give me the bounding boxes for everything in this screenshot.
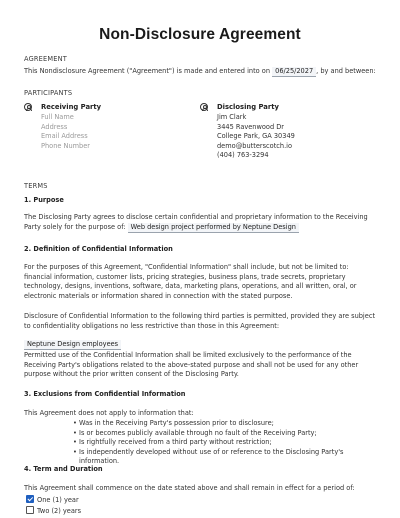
list-item: • Is rightfully received from a third party without restriction; <box>24 438 376 448</box>
participants-heading: PARTICIPANTS <box>24 89 73 97</box>
third-party-field[interactable]: Neptune Design employees <box>24 340 121 350</box>
exclusions-intro: This Agreement does not apply to information that: <box>24 409 194 417</box>
term-option-1[interactable] <box>26 495 79 506</box>
disclosing-city[interactable]: College Park, GA 30349 <box>217 132 295 141</box>
section-4-title: 4. Term and Duration <box>24 465 103 473</box>
person-icon <box>24 103 32 111</box>
list-item: • Was in the Receiving Party's possession prior to disclosure; <box>24 419 376 429</box>
section-1-text <box>24 213 376 233</box>
receiving-full-name-field[interactable]: Full Name <box>41 113 74 121</box>
term-option-2-label: Two (2) years <box>37 507 82 515</box>
disclosing-party-title: Disclosing Party <box>217 103 279 111</box>
disclosing-street[interactable]: 3445 Ravenwood Dr <box>217 122 285 131</box>
term-intro: This Agreement shall commence on the date stated above and shall remain in effect for a period of: <box>24 484 355 492</box>
exclusions-list <box>24 419 376 467</box>
section-2-title: 2. Definition of Confidential Information <box>24 245 173 253</box>
checkbox-icon[interactable] <box>26 506 34 514</box>
term-option-1-label: One (1) year <box>37 496 79 504</box>
term-option-2[interactable] <box>26 506 81 517</box>
agreement-heading: AGREEMENT <box>24 55 68 63</box>
purpose-text: The Disclosing Party agrees to disclose certain confidential and proprietary information to the Receiving Party solely for the purpose of: <box>24 213 368 231</box>
agreement-intro <box>24 67 384 77</box>
receiving-party-title: Receiving Party <box>41 103 102 111</box>
third-party-paragraph: Disclosure of Confidential Information to the following third parties is permitted, provided they are subject to confidentiality obligations no less restrictive than those in this Agreement: <box>24 312 376 330</box>
agreement-intro-text: This Nondisclosure Agreement ("Agreement") is made and entered into on <box>24 67 271 75</box>
receiving-email-field[interactable]: Email Address <box>41 132 88 141</box>
permitted-use-paragraph: Permitted use of the Confidential Information shall be limited exclusively to the performance of the Receiving Party's obligations related to the above-stated purpose and shall not be used for any other purpose without the prior written consent of the Disclosing Party. <box>24 351 359 379</box>
definition-paragraph: For the purposes of this Agreement, "Confidential Information" shall include, but not be limited to: financial information, customer lists, pricing strategies, business plans, trade secrets, proprietary technology, designs, inventions, software, data, marketing plans, operations, and all written, oral, or electronic materials or information shared in connection with the stated purpose. <box>24 263 357 300</box>
section-3-title: 3. Exclusions from Confidential Information <box>24 390 186 398</box>
terms-heading: TERMS <box>24 182 48 190</box>
purpose-field[interactable]: Web design project performed by Neptune Design <box>128 223 299 233</box>
disclosing-name[interactable]: Jim Clark <box>217 113 247 121</box>
disclosing-party-block <box>200 102 380 161</box>
checkbox-checked-icon[interactable] <box>26 495 34 503</box>
disclosing-phone[interactable]: (404) 763-3294 <box>217 151 269 160</box>
third-party-line <box>24 331 121 350</box>
receiving-address-field[interactable]: Address <box>41 122 68 131</box>
agreement-intro-tail: , by and between: <box>316 67 376 75</box>
list-item: • Is independently developed without use of or reference to the Disclosing Party's information. <box>24 448 376 467</box>
disclosing-email[interactable]: demo@butterscotch.io <box>217 141 293 150</box>
person-icon <box>200 103 208 111</box>
receiving-phone-field[interactable]: Phone Number <box>41 141 91 150</box>
agreement-date-field[interactable]: 06/25/2027 <box>272 67 316 77</box>
section-1-title: 1. Purpose <box>24 196 64 204</box>
list-item: • Is or becomes publicly available through no fault of the Receiving Party; <box>24 429 376 439</box>
receiving-party-block <box>24 102 184 151</box>
document-title: Non-Disclosure Agreement <box>99 26 301 43</box>
